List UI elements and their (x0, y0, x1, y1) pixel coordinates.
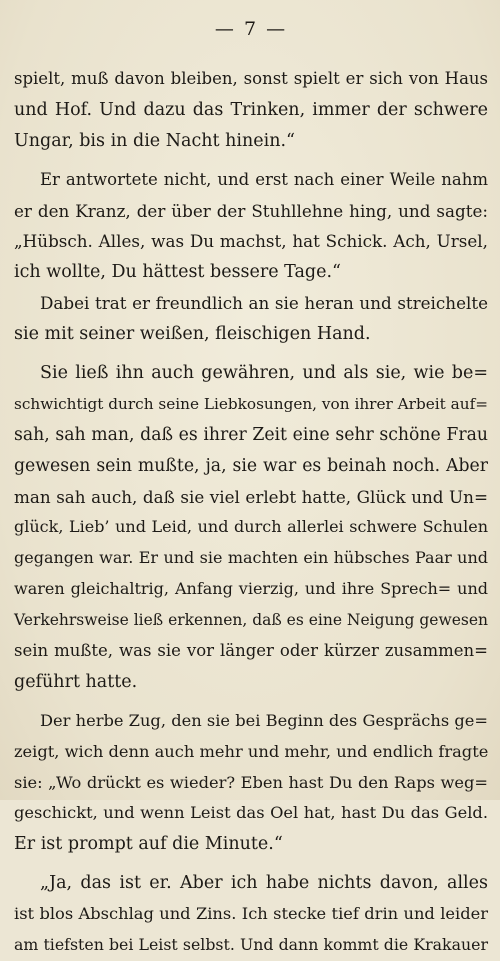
text-line: sie: „Wo drückt es wieder? Eben hast Du den Raps weg= (14, 772, 488, 792)
text-line: Dabei trat er freundlich an sie heran und streichelte (40, 293, 488, 314)
text-line: „Ja, das ist er. Aber ich habe nichts davon, alles (40, 873, 488, 894)
text-line: „Hübsch. Alles, was Du machst, hat Schick. Ach, Ursel, (14, 231, 488, 252)
text-line: Er antwortete nicht, und erst nach einer Weile nahm (40, 169, 488, 189)
text-line: sein mußte, was sie vor länger oder kürzer zusammen= (14, 641, 488, 661)
text-line: und Hof. Und dazu das Trinken, immer der schwere (14, 99, 488, 120)
text-line: zeigt, wich denn auch mehr und mehr, und endlich fragte (14, 741, 489, 761)
text-line: Er ist prompt auf die Minute.“ (14, 834, 283, 855)
text-line: glück, Lieb’ und Leid, und durch allerlei schwere Schulen (14, 517, 488, 537)
text-line: spielt, muß davon bleiben, sonst spielt er sich von Haus (14, 69, 488, 88)
text-line: gegangen war. Er und sie machten ein hübsches Paar und (14, 548, 488, 568)
text-line: ist blos Abschlag und Zins. Ich stecke tief drin und leider (14, 904, 488, 924)
text-line: am tiefsten bei Leist selbst. Und dann kommt die Krakauer (14, 935, 488, 955)
text-body (14, 64, 488, 961)
text-line: waren gleichaltrig, Anfang vierzig, und ihre Sprech= und (14, 579, 488, 599)
text-line: Sie ließ ihn auch gewähren, und als sie, wie be= (40, 363, 488, 384)
text-line: geführt hatte. (14, 671, 138, 692)
text-line: Der herbe Zug, den sie bei Beginn des Gesprächs ge= (40, 710, 488, 730)
text-line: sah, sah man, daß es ihrer Zeit eine sehr schöne Frau (14, 424, 488, 445)
text-line: geschickt, und wenn Leist das Oel hat, hast Du das Geld. (14, 803, 488, 823)
text-line: man sah auch, daß sie viel erlebt hatte, Glück und Un= (14, 486, 488, 507)
text-line: gewesen sein mußte, ja, sie war es beinah noch. Aber (14, 455, 488, 476)
text-line: ich wollte, Du hättest bessere Tage.“ (14, 262, 341, 283)
text-line: Verkehrsweise ließ erkennen, daß es eine Neigung gewesen (14, 611, 488, 630)
text-line: schwichtigt durch seine Liebkosungen, von ihrer Arbeit auf= (14, 394, 488, 413)
text-line: sie mit seiner weißen, fleischigen Hand. (14, 324, 371, 345)
text-line: Ungar, bis in die Nacht hinein.“ (14, 130, 295, 151)
page-number: — 7 — (214, 18, 288, 40)
text-line: er den Kranz, der über der Stuhllehne hing, und sagte: (14, 200, 488, 221)
